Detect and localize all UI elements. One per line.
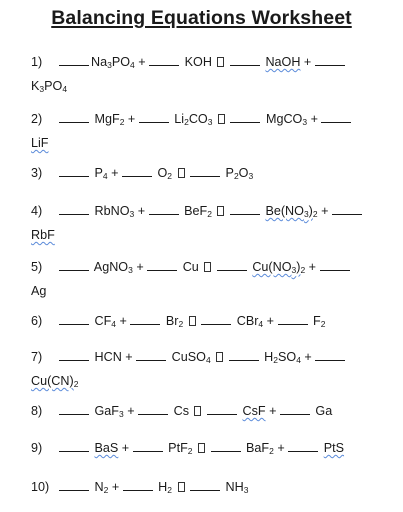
formula-text: NH: [222, 480, 244, 494]
formula-subscript: 2: [187, 446, 193, 456]
formula-subscript: 3: [291, 265, 297, 275]
coefficient-blank[interactable]: [59, 413, 89, 415]
formula-text: ): [296, 260, 301, 274]
problem-line: [31, 438, 381, 462]
worksheet-title: Balancing Equations Worksheet: [51, 7, 352, 29]
formula-text: [227, 112, 231, 126]
formula-text: Br: [162, 314, 179, 328]
problem-line: [31, 347, 381, 371]
formula-text: SO: [278, 350, 297, 364]
formula-text: PO: [44, 79, 63, 93]
formula-text: MgCO: [262, 112, 303, 126]
formula-text: O: [238, 166, 249, 180]
formula-text: Cu: [179, 260, 203, 274]
coefficient-blank[interactable]: [59, 323, 89, 325]
formula-text: RbNO: [91, 204, 130, 218]
problem-number: 2): [31, 112, 43, 126]
formula-text: KOH: [181, 55, 216, 69]
formula-text: Ga: [311, 404, 333, 418]
formula-subscript: 2: [167, 171, 173, 181]
formula-subscript: 3: [243, 485, 249, 495]
formula-text: +: [300, 55, 315, 69]
formula-text: [172, 166, 176, 180]
coefficient-blank[interactable]: [229, 359, 259, 361]
problem-number: 9): [31, 441, 43, 455]
formula-subscript: 4: [62, 84, 68, 94]
arrow-box-icon: [178, 482, 185, 492]
formula-text: CuSO: [168, 350, 206, 364]
formula-subscript: 2: [73, 379, 79, 389]
formula-text: +: [107, 166, 122, 180]
arrow-box-icon: [178, 168, 185, 178]
problem-6: [31, 311, 381, 335]
arrow-box-icon: [216, 352, 223, 362]
coefficient-blank[interactable]: [332, 213, 362, 215]
coefficient-blank[interactable]: [315, 64, 345, 66]
formula-text: P: [222, 166, 234, 180]
coefficient-blank[interactable]: [190, 489, 220, 491]
formula-subscript: 2: [207, 209, 212, 219]
coefficient-blank[interactable]: [149, 64, 179, 66]
coefficient-blank[interactable]: [123, 489, 153, 491]
problem-line: [31, 257, 381, 281]
formula-text: BeF: [180, 204, 208, 218]
coefficient-blank[interactable]: [230, 64, 260, 66]
formula-text: [226, 55, 230, 69]
formula-text: +: [317, 204, 332, 218]
formula-text: PtS: [323, 441, 345, 455]
coefficient-blank[interactable]: [320, 269, 350, 271]
formula-text: H: [154, 480, 168, 494]
formula-text: [183, 314, 187, 328]
problem-3: [31, 163, 381, 187]
coefficient-blank[interactable]: [211, 450, 241, 452]
coefficient-blank[interactable]: [190, 175, 220, 177]
problem-8: [31, 401, 381, 425]
formula-text: PO: [111, 55, 131, 69]
problem-line: [31, 371, 381, 395]
formula-text: BaF: [242, 441, 270, 455]
formula-text: CO: [188, 112, 208, 126]
formula-subscript: 3: [119, 409, 124, 419]
coefficient-blank[interactable]: [59, 64, 89, 66]
formula-text: Na: [91, 55, 108, 69]
coefficient-blank[interactable]: [230, 213, 260, 215]
formula-text: Ag: [31, 284, 47, 298]
formula-text: Be(NO: [265, 204, 304, 218]
problem-number: 1): [31, 55, 43, 69]
problem-number: 4): [31, 204, 43, 218]
formula-text: MgF: [91, 112, 120, 126]
formula-text: +: [108, 480, 123, 494]
formula-text: +: [124, 112, 139, 126]
arrow-box-icon: [217, 57, 224, 67]
formula-subscript: 2: [312, 209, 318, 219]
formula-subscript: 3: [248, 171, 254, 181]
formula-text: +: [116, 314, 131, 328]
problem-line: [31, 109, 381, 133]
arrow-box-icon: [217, 206, 224, 216]
coefficient-blank[interactable]: [201, 323, 231, 325]
formula-text: [193, 441, 197, 455]
formula-subscript: 3: [129, 209, 135, 219]
formula-text: +: [134, 204, 149, 218]
formula-text: [212, 112, 216, 126]
problem-line: [31, 401, 381, 425]
formula-text: [172, 480, 176, 494]
formula-text: BaS: [94, 441, 119, 455]
problem-line: [31, 163, 381, 187]
formula-text: [198, 314, 202, 328]
coefficient-blank[interactable]: [59, 213, 89, 215]
formula-text: N: [91, 480, 104, 494]
problem-7: [31, 347, 381, 395]
formula-text: CBr: [233, 314, 259, 328]
coefficient-blank[interactable]: [122, 175, 152, 177]
formula-text: +: [273, 441, 289, 455]
problem-4: [31, 201, 381, 246]
formula-text: AgNO: [91, 260, 129, 274]
formula-text: [212, 204, 216, 218]
coefficient-blank[interactable]: [147, 269, 177, 271]
coefficient-blank[interactable]: [315, 359, 345, 361]
formula-text: +: [118, 441, 133, 455]
arrow-box-icon: [189, 316, 196, 326]
problem-10: [31, 477, 381, 501]
formula-text: LiF: [31, 136, 49, 150]
formula-text: CsF: [242, 404, 266, 418]
formula-subscript: 4: [296, 355, 301, 365]
formula-text: [213, 260, 217, 274]
formula-subscript: 2: [273, 355, 278, 365]
formula-text: NaOH: [265, 55, 301, 69]
problem-number: 3): [31, 166, 43, 180]
formula-subscript: 4: [102, 171, 108, 181]
coefficient-blank[interactable]: [207, 413, 237, 415]
coefficient-blank[interactable]: [130, 323, 160, 325]
problem-number: 5): [31, 260, 43, 274]
formula-subscript: 2: [178, 319, 184, 329]
problem-line: [31, 281, 381, 302]
problem-number: 7): [31, 350, 43, 364]
formula-subscript: 3: [302, 117, 308, 127]
formula-text: +: [263, 314, 278, 328]
formula-text: GaF: [91, 404, 119, 418]
formula-subscript: 2: [269, 446, 274, 456]
coefficient-blank[interactable]: [278, 323, 308, 325]
formula-text: Cs: [170, 404, 193, 418]
problem-line: [31, 201, 381, 225]
formula-text: PtF: [164, 441, 188, 455]
problem-line: [31, 76, 381, 100]
formula-subscript: 3: [128, 265, 133, 275]
problem-line: [31, 225, 381, 246]
formula-text: [187, 166, 191, 180]
formula-text: HCN +: [91, 350, 137, 364]
problem-number: 6): [31, 314, 43, 328]
formula-subscript: 2: [320, 319, 326, 329]
formula-subscript: 3: [207, 117, 213, 127]
formula-text: +: [132, 260, 148, 274]
problem-5: [31, 257, 381, 302]
formula-text: +: [300, 350, 316, 364]
formula-text: H: [260, 350, 274, 364]
problem-line: [31, 133, 381, 154]
formula-text: Cu(NO: [252, 260, 292, 274]
formula-subscript: 3: [39, 84, 45, 94]
formula-text: Cu(CN): [31, 374, 74, 388]
formula-text: [226, 204, 230, 218]
formula-subscript: 3: [303, 209, 309, 219]
coefficient-blank[interactable]: [230, 121, 260, 123]
formula-text: [203, 404, 207, 418]
arrow-box-icon: [218, 114, 225, 124]
formula-text: Li: [170, 112, 185, 126]
formula-text: +: [134, 55, 150, 69]
coefficient-blank[interactable]: [59, 175, 89, 177]
problem-number: 10): [31, 480, 50, 494]
formula-subscript: 3: [107, 60, 112, 70]
formula-subscript: 2: [184, 117, 189, 127]
coefficient-blank[interactable]: [138, 413, 168, 415]
coefficient-blank[interactable]: [136, 359, 166, 361]
problem-line: [31, 52, 381, 76]
problem-9: [31, 438, 381, 462]
coefficient-blank[interactable]: [59, 269, 89, 271]
formula-text: [225, 350, 229, 364]
coefficient-blank[interactable]: [288, 450, 318, 452]
formula-subscript: 2: [300, 265, 306, 275]
formula-subscript: 4: [111, 319, 117, 329]
problem-number: 8): [31, 404, 43, 418]
coefficient-blank[interactable]: [133, 450, 163, 452]
problem-1: [31, 52, 381, 100]
arrow-box-icon: [204, 262, 211, 272]
formula-text: ): [308, 204, 313, 218]
coefficient-blank[interactable]: [139, 121, 169, 123]
coefficient-blank[interactable]: [149, 213, 179, 215]
formula-text: [207, 441, 211, 455]
arrow-box-icon: [198, 443, 205, 453]
formula-text: P: [91, 166, 103, 180]
formula-subscript: 2: [167, 485, 173, 495]
coefficient-blank[interactable]: [321, 121, 351, 123]
problem-line: [31, 477, 381, 501]
formula-text: RbF: [31, 228, 55, 242]
formula-text: +: [265, 404, 280, 418]
coefficient-blank[interactable]: [59, 489, 89, 491]
formula-subscript: 4: [258, 319, 264, 329]
problem-line: [31, 311, 381, 335]
formula-text: O: [154, 166, 168, 180]
formula-text: [211, 350, 215, 364]
formula-subscript: 4: [130, 60, 135, 70]
formula-subscript: 2: [233, 171, 239, 181]
formula-text: CF: [91, 314, 112, 328]
formula-subscript: 2: [119, 117, 125, 127]
problem-2: [31, 109, 381, 154]
formula-text: +: [307, 112, 322, 126]
formula-text: +: [123, 404, 139, 418]
coefficient-blank[interactable]: [59, 359, 89, 361]
arrow-box-icon: [194, 406, 201, 416]
formula-subscript: 2: [103, 485, 109, 495]
formula-text: [187, 480, 191, 494]
coefficient-blank[interactable]: [59, 121, 89, 123]
formula-text: +: [305, 260, 320, 274]
formula-text: K: [31, 79, 40, 93]
coefficient-blank[interactable]: [217, 269, 247, 271]
coefficient-blank[interactable]: [59, 450, 89, 452]
formula-subscript: 4: [205, 355, 211, 365]
formula-text: F: [309, 314, 321, 328]
coefficient-blank[interactable]: [280, 413, 310, 415]
